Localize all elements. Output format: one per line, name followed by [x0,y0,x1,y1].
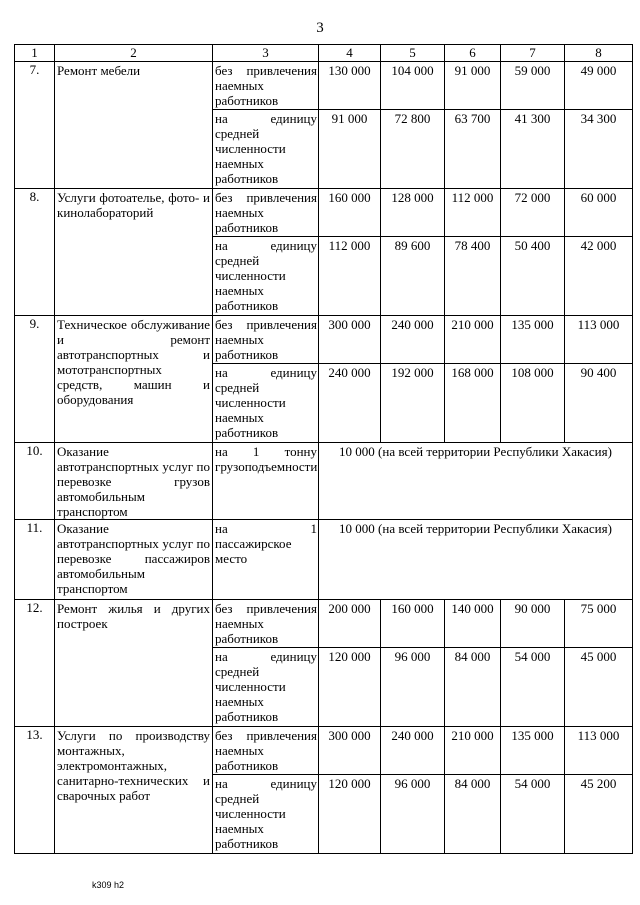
value-cell: 90 000 [501,600,565,648]
tax-rates-table [14,44,633,854]
value-cell: 34 300 [565,110,633,189]
basis-cell: на единицу средней численности наемных работников [213,648,319,727]
basis-cell: на 1 пассажирское место [213,520,319,600]
value-cell: 72 000 [501,189,565,237]
basis-cell: на единицу средней численности наемных работников [213,364,319,443]
value-cell: 96 000 [381,648,445,727]
value-cell: 54 000 [501,775,565,854]
value-cell: 108 000 [501,364,565,443]
table-row [15,727,633,775]
column-header: 3 [213,45,319,62]
basis-cell: на единицу средней численности наемных работников [213,237,319,316]
service-name: Оказание автотранспортных услуг по перевозке грузов автомобильным транспортом [55,443,213,520]
row-number: 10. [15,443,55,520]
basis-cell: без привлечения наемных работников [213,62,319,110]
row-number: 11. [15,520,55,600]
basis-cell: на единицу средней численности наемных работников [213,110,319,189]
basis-cell: на 1 тонну грузоподъемности [213,443,319,520]
value-cell: 75 000 [565,600,633,648]
value-cell: 96 000 [381,775,445,854]
column-header: 2 [55,45,213,62]
service-name: Техническое обслуживание и ремонт автотранспортных и мототранспортных средств, машин и оборудования [55,316,213,443]
value-cell: 84 000 [445,775,501,854]
value-cell: 84 000 [445,648,501,727]
value-cell: 42 000 [565,237,633,316]
value-cell: 90 400 [565,364,633,443]
value-cell: 50 400 [501,237,565,316]
value-cell: 113 000 [565,316,633,364]
column-header: 8 [565,45,633,62]
value-cell: 91 000 [319,110,381,189]
value-cell: 140 000 [445,600,501,648]
merged-value-cell: 10 000 (на всей территории Республики Хакасия) [319,443,633,520]
value-cell: 120 000 [319,775,381,854]
value-cell: 63 700 [445,110,501,189]
value-cell: 130 000 [319,62,381,110]
service-name: Ремонт мебели [55,62,213,189]
value-cell: 135 000 [501,316,565,364]
table-row [15,520,633,600]
value-cell: 160 000 [319,189,381,237]
value-cell: 168 000 [445,364,501,443]
value-cell: 200 000 [319,600,381,648]
value-cell: 41 300 [501,110,565,189]
value-cell: 112 000 [445,189,501,237]
value-cell: 54 000 [501,648,565,727]
basis-cell: на единицу средней численности наемных работников [213,775,319,854]
row-number: 9. [15,316,55,443]
service-name: Услуги фотоателье, фото- и кинолабораторий [55,189,213,316]
value-cell: 112 000 [319,237,381,316]
value-cell: 192 000 [381,364,445,443]
header-row [15,45,633,62]
value-cell: 78 400 [445,237,501,316]
value-cell: 113 000 [565,727,633,775]
value-cell: 91 000 [445,62,501,110]
table-row [15,189,633,237]
value-cell: 240 000 [381,727,445,775]
value-cell: 72 800 [381,110,445,189]
value-cell: 104 000 [381,62,445,110]
column-header: 1 [15,45,55,62]
row-number: 8. [15,189,55,316]
service-name: Оказание автотранспортных услуг по перевозке пассажиров автомобильным транспортом [55,520,213,600]
value-cell: 59 000 [501,62,565,110]
column-header: 6 [445,45,501,62]
row-number: 12. [15,600,55,727]
value-cell: 300 000 [319,727,381,775]
value-cell: 240 000 [319,364,381,443]
value-cell: 120 000 [319,648,381,727]
value-cell: 89 600 [381,237,445,316]
value-cell: 210 000 [445,316,501,364]
value-cell: 49 000 [565,62,633,110]
table-row [15,316,633,364]
value-cell: 45 200 [565,775,633,854]
column-header: 4 [319,45,381,62]
service-name: Ремонт жилья и других построек [55,600,213,727]
row-number: 13. [15,727,55,854]
document-code: k309 h2 [92,880,125,890]
value-cell: 45 000 [565,648,633,727]
column-header: 7 [501,45,565,62]
value-cell: 128 000 [381,189,445,237]
value-cell: 300 000 [319,316,381,364]
value-cell: 240 000 [381,316,445,364]
row-number: 7. [15,62,55,189]
value-cell: 60 000 [565,189,633,237]
table-row [15,62,633,110]
table-row [15,443,633,520]
value-cell: 210 000 [445,727,501,775]
page-number: 3 [316,20,324,36]
column-header: 5 [381,45,445,62]
value-cell: 135 000 [501,727,565,775]
merged-value-cell: 10 000 (на всей территории Республики Хакасия) [319,520,633,600]
basis-cell: без привлечения наемных работников [213,727,319,775]
basis-cell: без привлечения наемных работников [213,316,319,364]
service-name: Услуги по производству монтажных, электромонтажных, санитарно-технических и сварочных работ [55,727,213,854]
table-row [15,600,633,648]
basis-cell: без привлечения наемных работников [213,600,319,648]
value-cell: 160 000 [381,600,445,648]
basis-cell: без привлечения наемных работников [213,189,319,237]
